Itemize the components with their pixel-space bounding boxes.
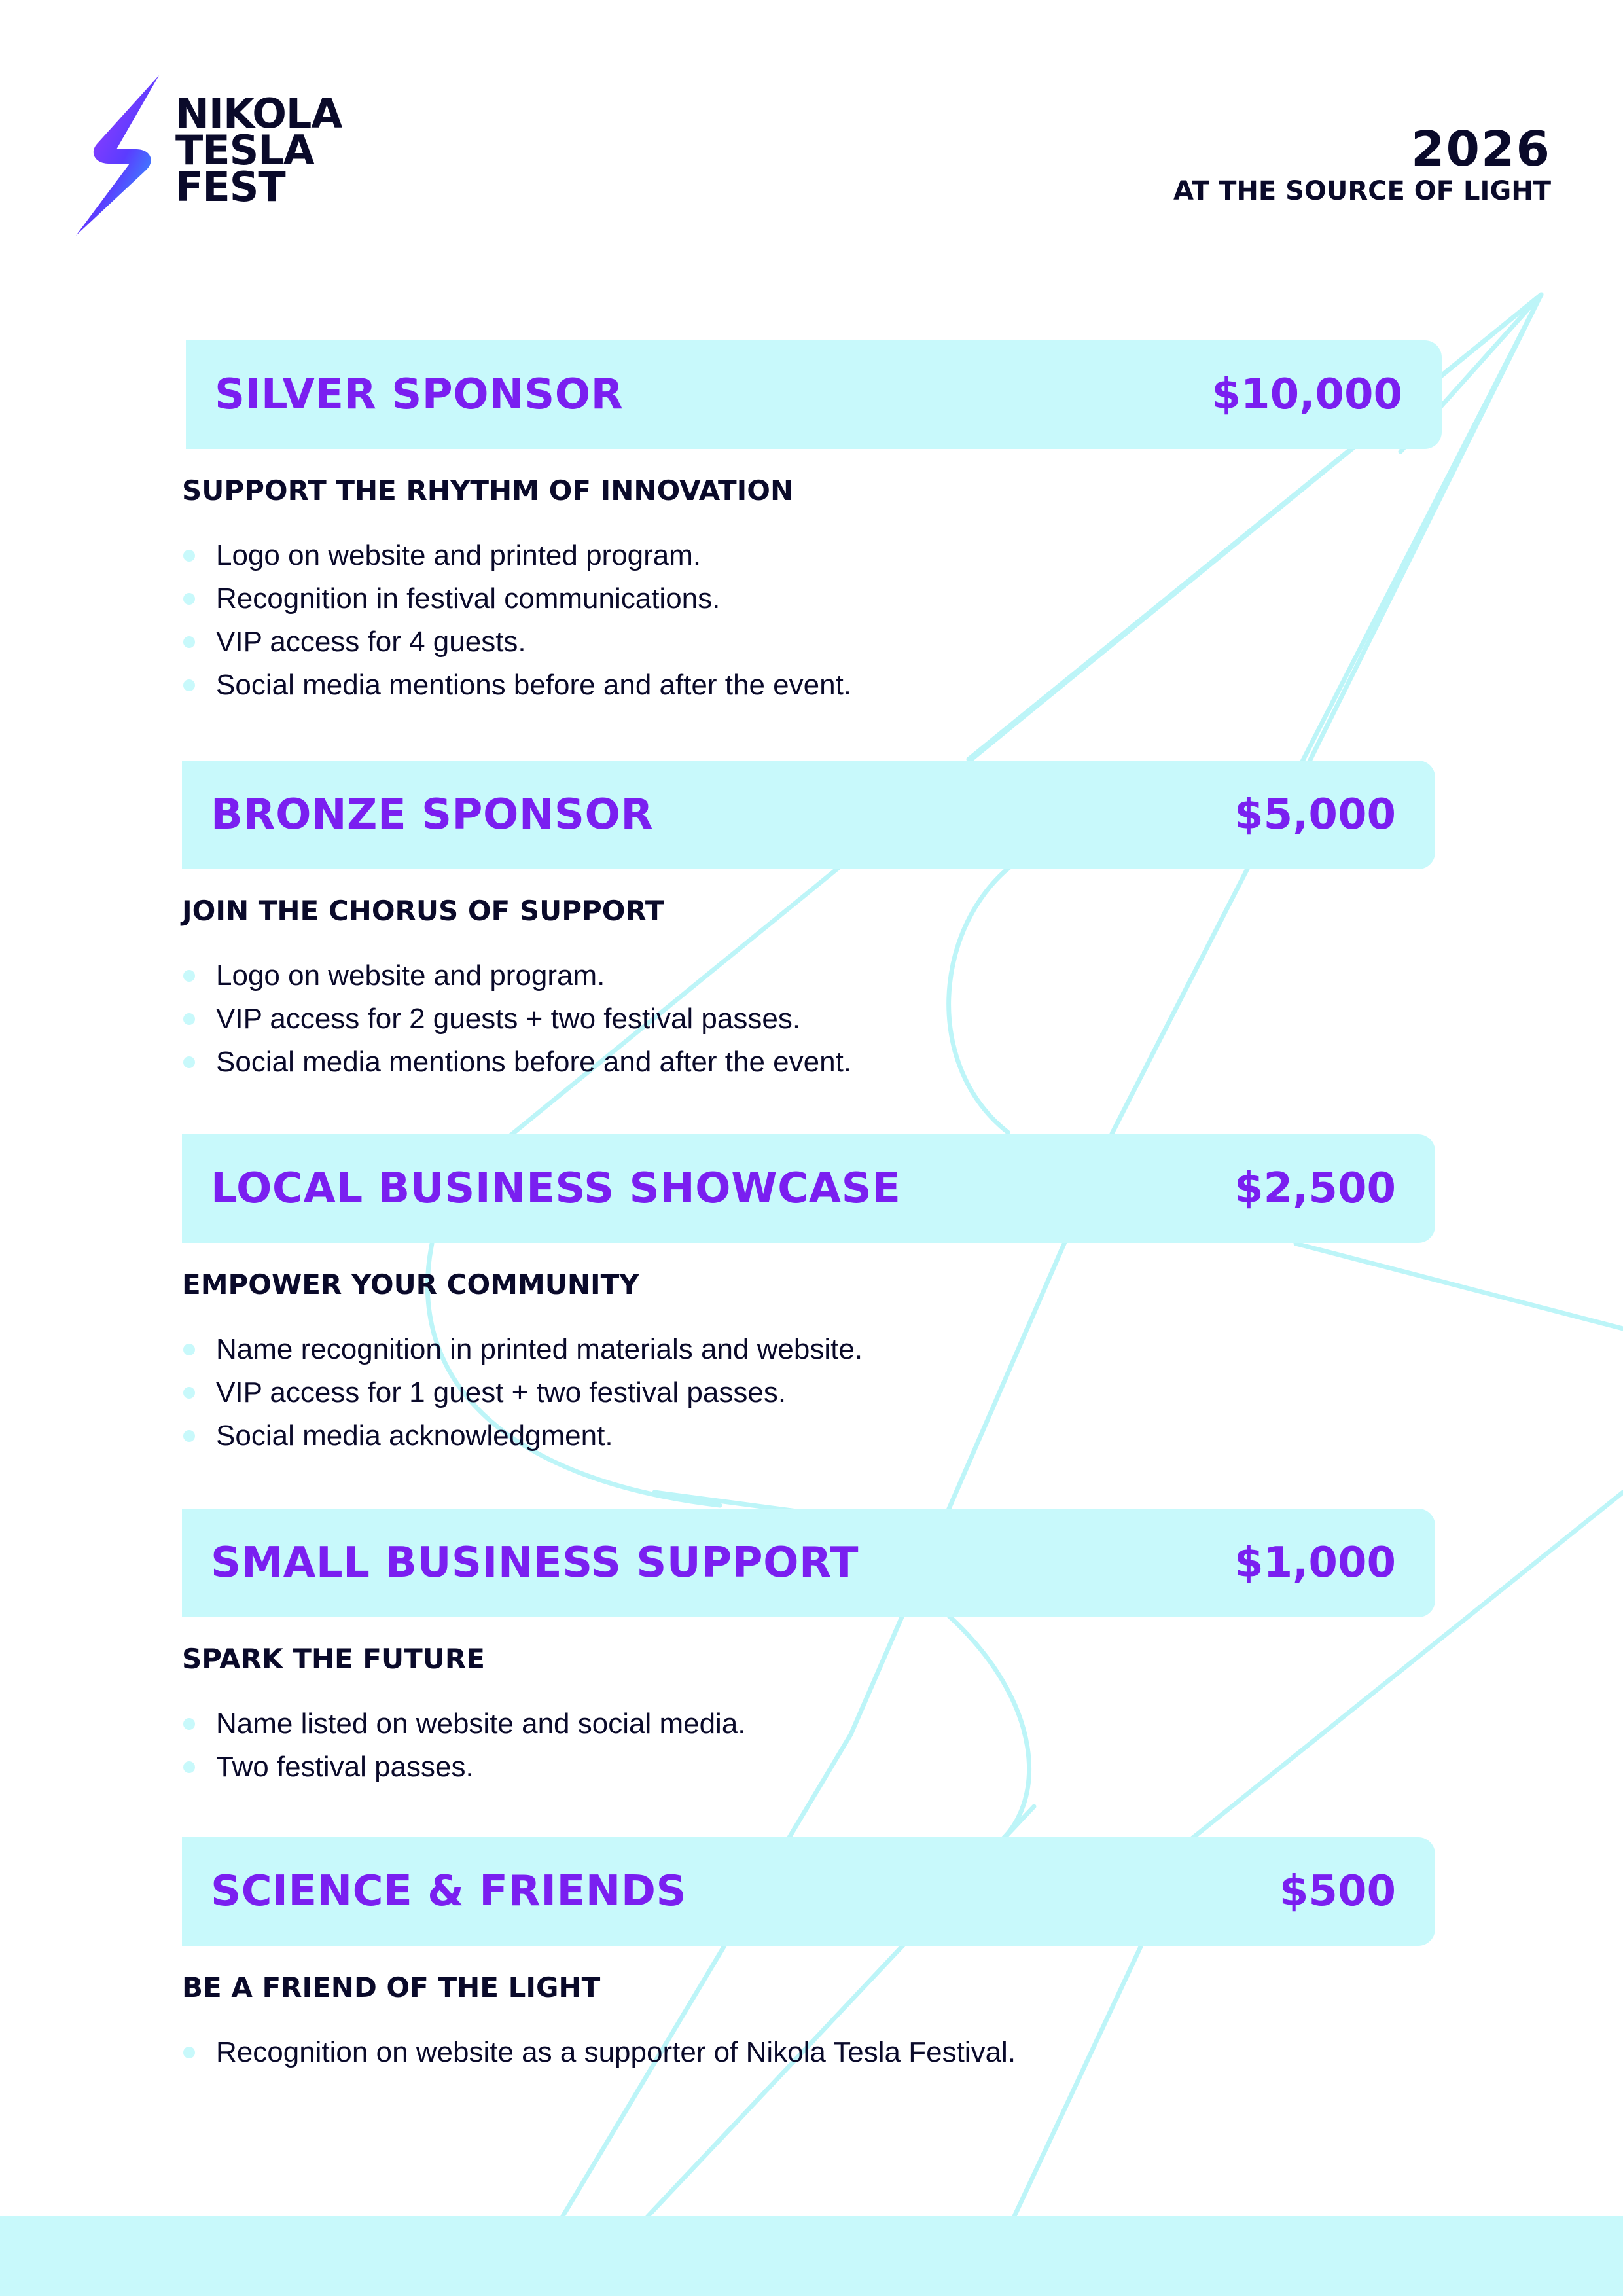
bullet-dot-icon bbox=[183, 1056, 195, 1068]
tier-name: SCIENCE & FRIENDS bbox=[211, 1867, 687, 1916]
tier-band bbox=[182, 1134, 1435, 1243]
benefit-text: Logo on website and printed program. bbox=[216, 539, 702, 571]
list-item bbox=[182, 534, 851, 577]
tier-bronze bbox=[182, 761, 1435, 1101]
tier-price: $10,000 bbox=[1211, 370, 1402, 419]
tier-band bbox=[186, 340, 1442, 449]
edition-block bbox=[1173, 123, 1551, 206]
bullet-dot-icon bbox=[183, 1387, 195, 1399]
tier-silver bbox=[182, 340, 1442, 720]
tier-band bbox=[182, 761, 1435, 869]
benefit-text: Social media mentions before and after the event. bbox=[216, 669, 852, 701]
tier-price: $2,500 bbox=[1234, 1164, 1396, 1213]
tier-benefits bbox=[182, 1328, 863, 1458]
tier-subtitle: JOIN THE CHORUS OF SUPPORT bbox=[182, 895, 664, 927]
tier-benefits bbox=[182, 534, 851, 707]
tier-band bbox=[182, 1509, 1435, 1617]
tier-subtitle: EMPOWER YOUR COMMUNITY bbox=[182, 1268, 639, 1300]
logo-line-1: NIKOLA bbox=[175, 90, 342, 137]
tier-name: SMALL BUSINESS SUPPORT bbox=[211, 1539, 859, 1587]
logo-wordmark bbox=[175, 90, 342, 211]
bullet-dot-icon bbox=[183, 1761, 195, 1773]
list-item bbox=[182, 1371, 863, 1414]
list-item bbox=[182, 954, 851, 997]
benefit-text: Social media acknowledgment. bbox=[216, 1420, 613, 1452]
lightning-bolt-icon bbox=[71, 72, 169, 239]
tier-subtitle: SUPPORT THE RHYTHM OF INNOVATION bbox=[182, 475, 794, 507]
tier-benefits bbox=[182, 954, 851, 1084]
tier-name: LOCAL BUSINESS SHOWCASE bbox=[211, 1164, 901, 1213]
benefit-text: VIP access for 1 guest + two festival passes. bbox=[216, 1376, 787, 1408]
bullet-dot-icon bbox=[183, 1718, 195, 1730]
bullet-dot-icon bbox=[183, 593, 195, 605]
tier-benefits bbox=[182, 1702, 746, 1789]
benefit-text: Two festival passes. bbox=[216, 1751, 474, 1783]
tier-price: $500 bbox=[1279, 1867, 1396, 1916]
tier-local-business-showcase bbox=[182, 1134, 1435, 1475]
bullet-dot-icon bbox=[183, 970, 195, 982]
bullet-dot-icon bbox=[183, 550, 195, 562]
list-item bbox=[182, 1041, 851, 1084]
bullet-dot-icon bbox=[183, 1344, 195, 1355]
tier-price: $1,000 bbox=[1234, 1539, 1396, 1587]
tier-subtitle: SPARK THE FUTURE bbox=[182, 1643, 485, 1675]
list-item bbox=[182, 997, 851, 1041]
edition-year: 2026 bbox=[1411, 121, 1551, 177]
benefit-text: VIP access for 2 guests + two festival passes. bbox=[216, 1003, 801, 1035]
bullet-dot-icon bbox=[183, 679, 195, 691]
bullet-dot-icon bbox=[183, 1430, 195, 1442]
list-item bbox=[182, 664, 851, 707]
list-item bbox=[182, 1702, 746, 1746]
bullet-dot-icon bbox=[183, 1013, 195, 1025]
tier-name: SILVER SPONSOR bbox=[215, 370, 624, 419]
tier-name: BRONZE SPONSOR bbox=[211, 791, 654, 839]
benefit-text: Social media mentions before and after the event. bbox=[216, 1046, 852, 1078]
tier-band bbox=[182, 1837, 1435, 1946]
benefit-text: Recognition in festival communications. bbox=[216, 583, 721, 615]
list-item bbox=[182, 1746, 746, 1789]
footer-band bbox=[0, 2216, 1623, 2296]
edition-tagline: AT THE SOURCE OF LIGHT bbox=[1173, 176, 1551, 206]
benefit-text: Recognition on website as a supporter of Nikola Tesla Festival. bbox=[216, 2036, 1016, 2068]
tier-small-business-support bbox=[182, 1509, 1435, 1810]
festival-logo bbox=[71, 72, 372, 242]
benefit-text: Name listed on website and social media. bbox=[216, 1708, 746, 1740]
list-item bbox=[182, 620, 851, 664]
tier-price: $5,000 bbox=[1234, 791, 1396, 839]
tier-science-and-friends bbox=[182, 1837, 1435, 2099]
benefit-text: VIP access for 4 guests. bbox=[216, 626, 526, 658]
tier-subtitle: BE A FRIEND OF THE LIGHT bbox=[182, 1971, 601, 2003]
benefit-text: Name recognition in printed materials and website. bbox=[216, 1333, 863, 1365]
logo-line-2: TESLA bbox=[175, 126, 314, 174]
bullet-dot-icon bbox=[183, 636, 195, 648]
logo-line-3: FEST bbox=[175, 163, 285, 211]
benefit-text: Logo on website and program. bbox=[216, 960, 605, 992]
list-item bbox=[182, 1328, 863, 1371]
list-item bbox=[182, 1414, 863, 1458]
list-item bbox=[182, 577, 851, 620]
list-item bbox=[182, 2031, 1016, 2074]
bullet-dot-icon bbox=[183, 2047, 195, 2058]
tier-benefits bbox=[182, 2031, 1016, 2074]
